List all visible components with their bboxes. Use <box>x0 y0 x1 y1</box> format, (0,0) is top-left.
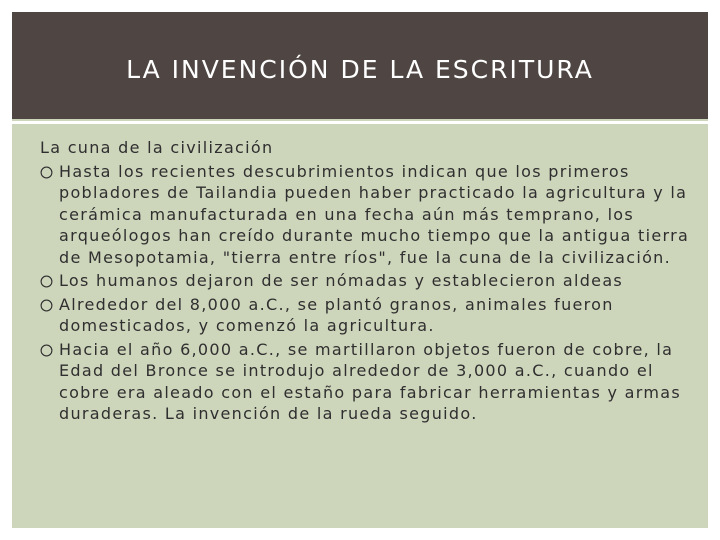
intro-text: La cuna de la civilización <box>40 138 274 157</box>
bullet-text: Los humanos dejaron de ser nómadas y establecieron aldeas <box>59 271 624 290</box>
bullet-item <box>40 161 690 269</box>
circle-outline-icon <box>40 166 53 179</box>
bullet-item <box>40 339 690 425</box>
content-area <box>40 137 690 427</box>
slide-title: LA INVENCIÓN DE LA ESCRITURA <box>126 55 594 84</box>
title-divider <box>12 121 708 124</box>
bullet-list <box>40 161 690 425</box>
bullet-item <box>40 270 690 292</box>
bullet-text: Hacia el año 6,000 a.C., se martillaron objetos fueron de cobre, la Edad del Bronce se introdujo alrededor de 3,000 a.C., cuando el cobre era aleado con el estaño para fabricar herramientas y armas duraderas. La invención de la rueda seguido. <box>59 339 681 423</box>
bullet-item <box>40 294 690 337</box>
circle-outline-icon <box>40 344 53 357</box>
circle-outline-icon <box>40 299 53 312</box>
bullet-text: Hasta los recientes descubrimientos indican que los primeros pobladores de Tailandia pueden haber practicado la agricultura y la cerámica manufacturada en una fecha aún más temprano, los arqueólogos han creído durante mucho tiempo que la antigua tierra de Mesopotamia, "tierra entre ríos", fue la cuna de la civilización. <box>59 161 690 267</box>
title-bar <box>12 12 708 119</box>
bullet-text: Alrededor del 8,000 a.C., se plantó granos, animales fueron domesticados, y comenzó la agricultura. <box>59 294 614 335</box>
slide <box>12 12 708 528</box>
circle-outline-icon <box>40 275 53 288</box>
